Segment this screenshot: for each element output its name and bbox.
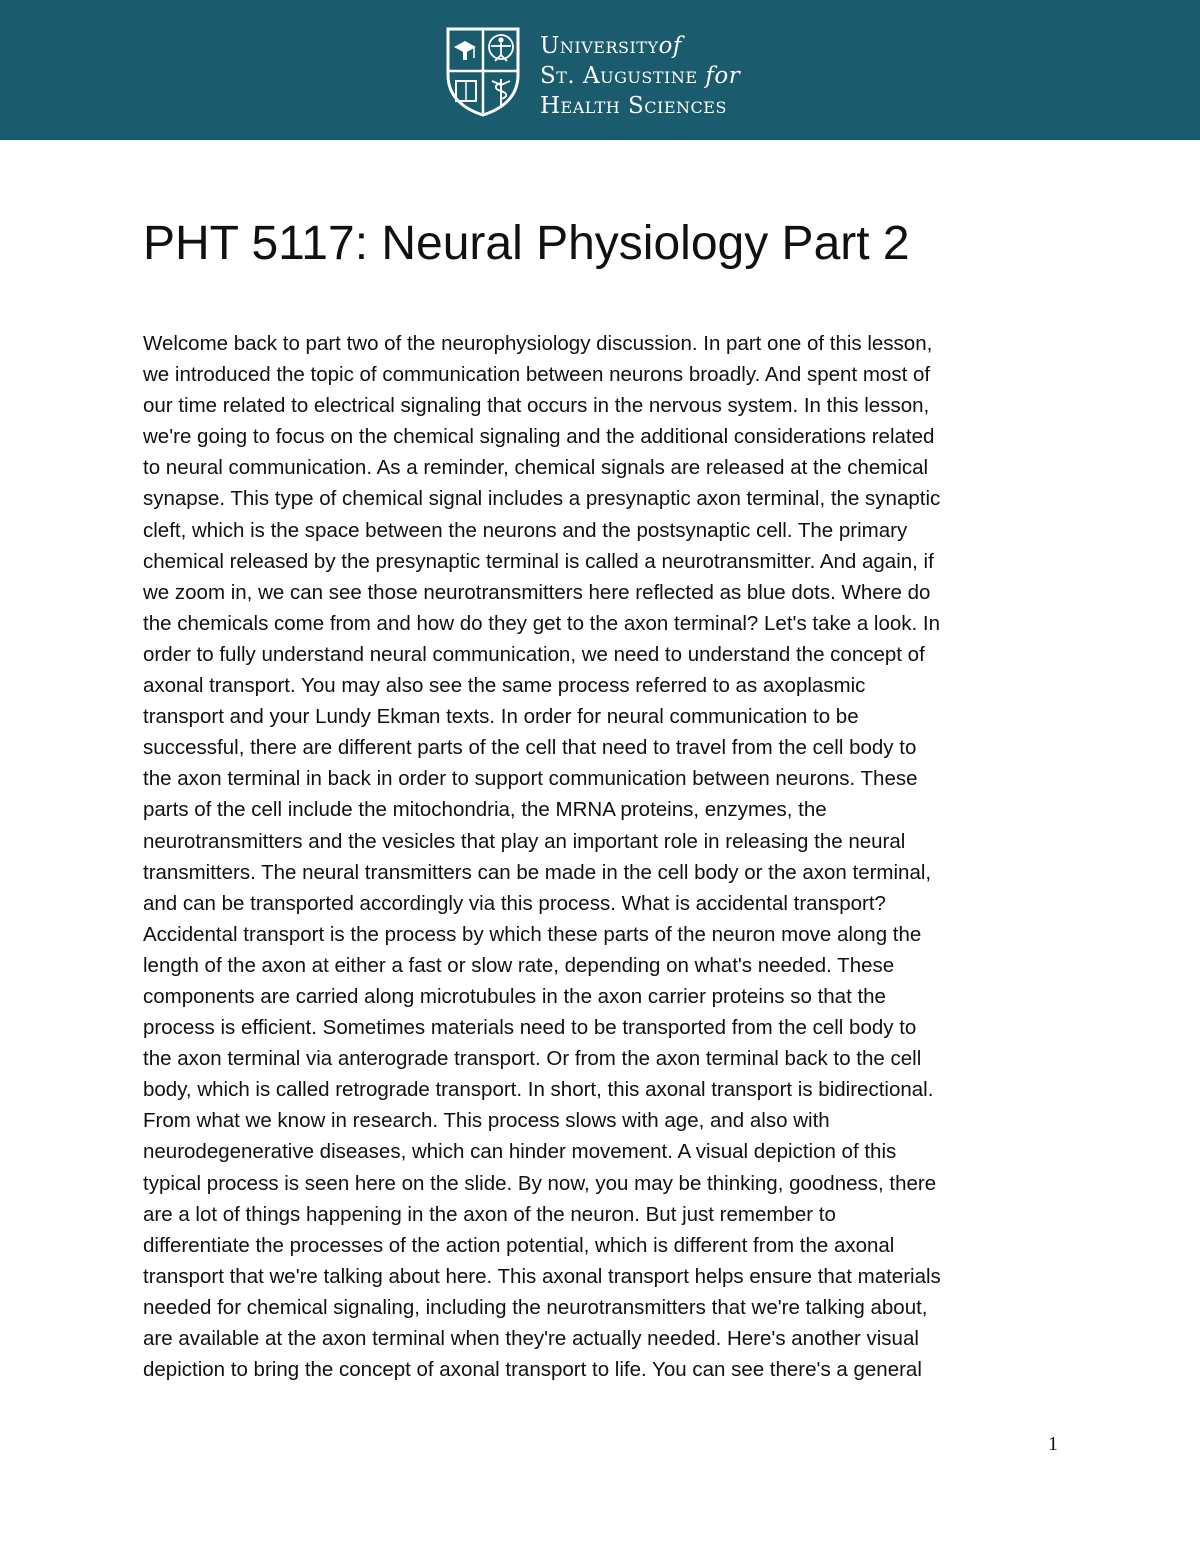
university-wordmark bbox=[540, 31, 740, 121]
wordmark-line2-connector: for bbox=[705, 63, 741, 89]
body-line: Welcome back to part two of the neurophysiology discussion. In part one of this lesson, bbox=[143, 332, 933, 355]
body-line: typical process is seen here on the slide. By now, you may be thinking, goodness, there bbox=[143, 1171, 937, 1195]
body-line: to neural communication. As a reminder, chemical signals are released at the chemical bbox=[143, 456, 929, 480]
document-body bbox=[143, 328, 1073, 1385]
wordmark-line3-main: Health Sciences bbox=[540, 93, 727, 119]
body-line: and can be transported accordingly via this process. What is accidental transport? bbox=[143, 891, 886, 915]
body-line: parts of the cell include the mitochondria, the MRNA proteins, enzymes, the bbox=[143, 798, 827, 822]
body-line: our time related to electrical signaling that occurs in the nervous system. In this lesson, bbox=[143, 394, 930, 418]
body-line: needed for chemical signaling, including the neurotransmitters that we're talking about, bbox=[143, 1295, 928, 1319]
body-line: transport that we're talking about here. This axonal transport helps ensure that materials bbox=[143, 1264, 941, 1288]
body-line: depiction to bring the concept of axonal transport to life. You can see there's a general bbox=[143, 1358, 922, 1382]
body-line: neurotransmitters and the vesicles that play an important role in releasing the neural bbox=[143, 829, 906, 853]
body-line: we introduced the topic of communication between neurons broadly. And spent most of bbox=[143, 363, 931, 387]
page-number: 1 bbox=[1048, 1433, 1058, 1455]
body-line: we're going to focus on the chemical signaling and the additional considerations related bbox=[143, 425, 935, 449]
body-line: chemical released by the presynaptic terminal is called a neurotransmitter. And again, if bbox=[143, 549, 934, 573]
header-banner bbox=[0, 0, 1200, 140]
body-line: order to fully understand neural communication, we need to understand the concept of bbox=[143, 642, 925, 666]
body-line: the axon terminal via anterograde transport. Or from the axon terminal back to the cell bbox=[143, 1047, 922, 1071]
body-line: axonal transport. You may also see the same process referred to as axoplasmic bbox=[143, 674, 866, 698]
body-line: Accidental transport is the process by which these parts of the neuron move along the bbox=[143, 922, 922, 946]
document-title: PHT 5117: Neural Physiology Part 2 bbox=[143, 217, 910, 270]
body-line: we zoom in, we can see those neurotransmitters here reflected as blue dots. Where do bbox=[143, 580, 931, 604]
body-line: From what we know in research. This process slows with age, and also with bbox=[143, 1109, 830, 1133]
body-line: successful, there are different parts of the cell that need to travel from the cell body to bbox=[143, 736, 917, 760]
body-line: length of the axon at either a fast or slow rate, depending on what's needed. These bbox=[143, 953, 895, 977]
body-line: cleft, which is the space between the neurons and the postsynaptic cell. The primary bbox=[143, 518, 908, 542]
body-line: neurodegenerative diseases, which can hinder movement. A visual depiction of this bbox=[143, 1140, 897, 1164]
body-line: are available at the axon terminal when they're actually needed. Here's another visual bbox=[143, 1327, 919, 1350]
body-line: transmitters. The neural transmitters can be made in the cell body or the axon terminal, bbox=[143, 860, 932, 884]
body-line: the chemicals come from and how do they get to the axon terminal? Let's take a look. In bbox=[143, 611, 941, 635]
wordmark-line2-main: St. Augustine bbox=[540, 63, 698, 89]
body-line: components are carried along microtubules in the axon carrier proteins so that the bbox=[143, 984, 886, 1008]
body-line: the axon terminal in back in order to support communication between neurons. These bbox=[143, 767, 918, 791]
body-line: transport and your Lundy Ekman texts. In order for neural communication to be bbox=[143, 705, 859, 729]
body-line: differentiate the processes of the action potential, which is different from the axonal bbox=[143, 1233, 895, 1257]
wordmark-line1-main: University bbox=[540, 33, 659, 59]
university-seal-icon bbox=[444, 25, 522, 117]
body-line: synapse. This type of chemical signal includes a presynaptic axon terminal, the synaptic bbox=[143, 487, 941, 511]
body-line: process is efficient. Sometimes materials need to be transported from the cell body to bbox=[143, 1016, 917, 1040]
wordmark-line1-connector: of bbox=[658, 33, 682, 59]
body-line: are a lot of things happening in the axon of the neuron. But just remember to bbox=[143, 1202, 836, 1226]
body-line: body, which is called retrograde transport. In short, this axonal transport is bidirectional. bbox=[143, 1078, 934, 1102]
